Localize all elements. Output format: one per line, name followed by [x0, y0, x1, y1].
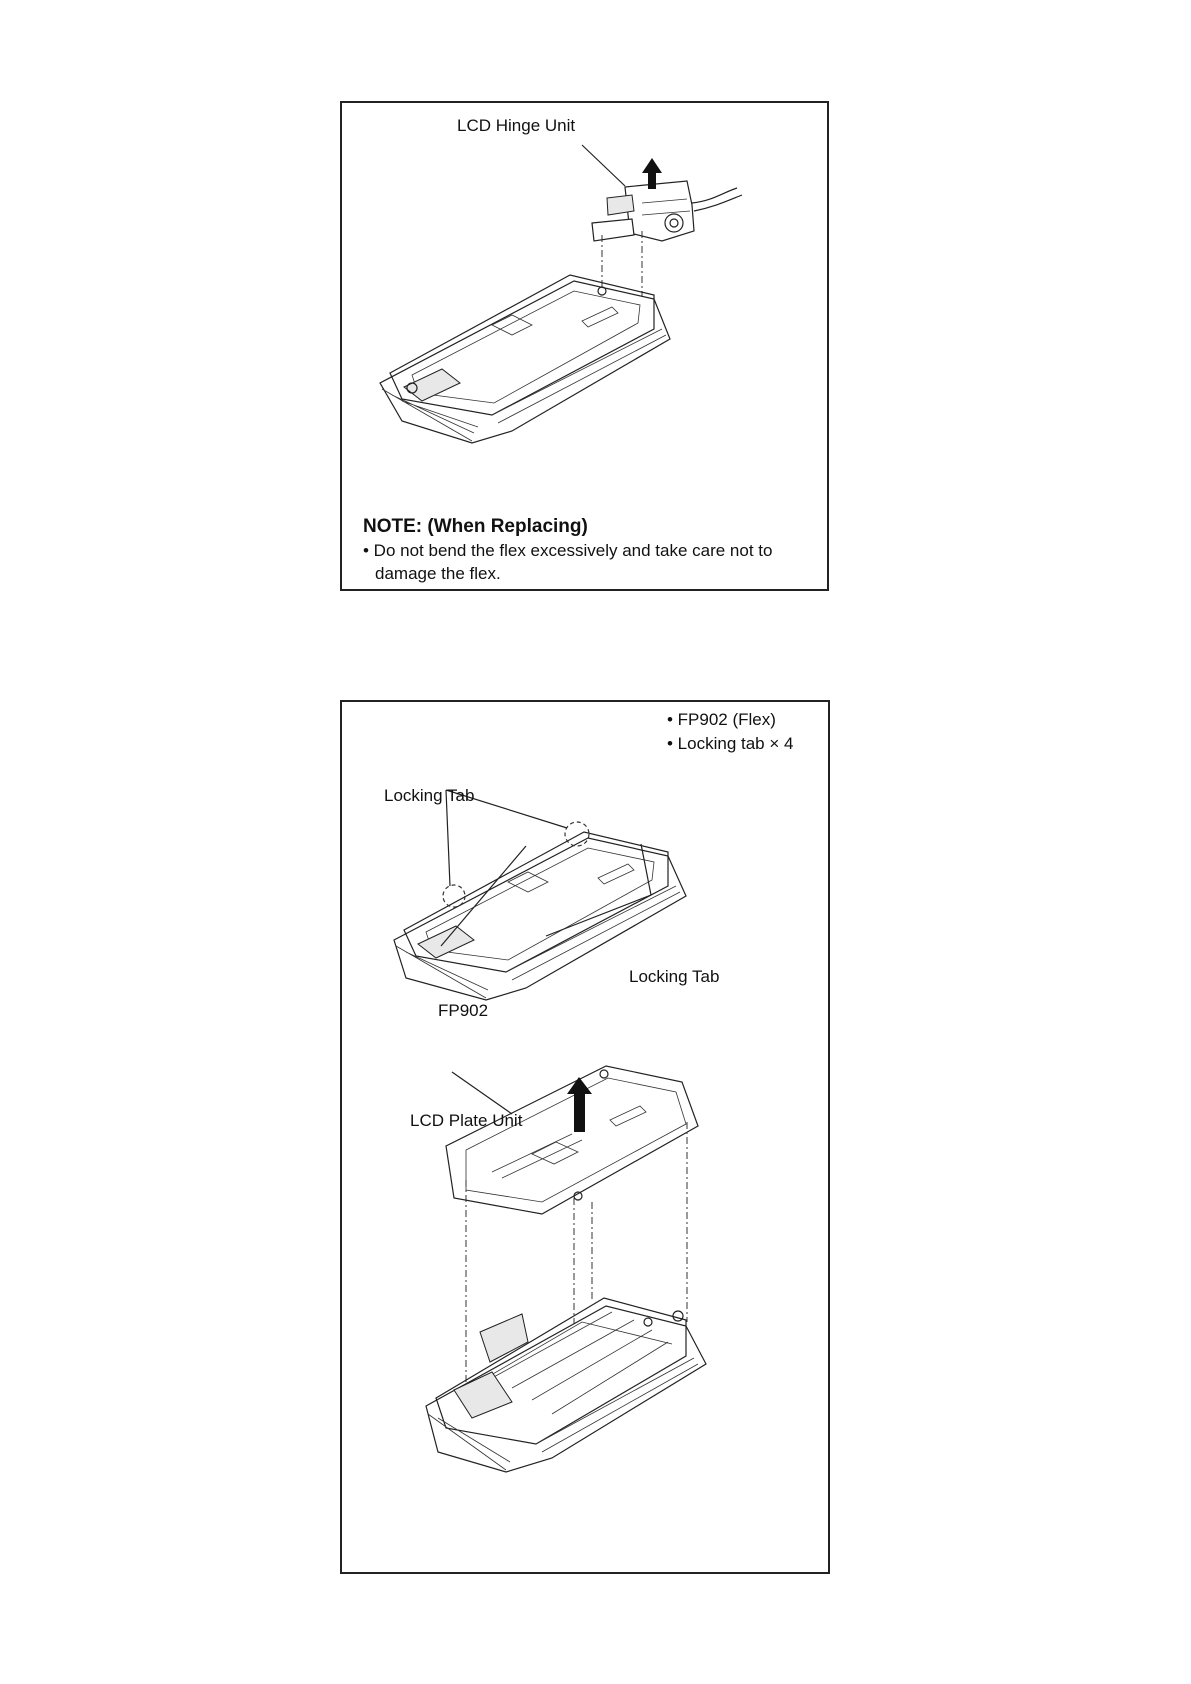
lcd-hinge-unit-label: LCD Hinge Unit [457, 116, 576, 135]
locking-tab-marker [443, 885, 465, 907]
locking-tab-label-upper: Locking Tab [384, 786, 475, 805]
hinge-callout-line [582, 145, 625, 186]
note-title: NOTE: (When Replacing) [363, 516, 588, 537]
lcd-plate-unit-label: LCD Plate Unit [410, 1111, 523, 1130]
lcd-hinge-unit [592, 181, 742, 241]
requirement-locking-tabs: • Locking tab × 4 [667, 734, 794, 753]
locking-tab-label-lower: Locking Tab [629, 967, 720, 986]
lcd-frame-lower [426, 1298, 706, 1472]
plate-removal-panel [340, 700, 830, 1574]
note-text: • Do not bend the flex excessively and take care not to damage the flex. [363, 541, 773, 583]
locking-tab-marker [565, 822, 589, 846]
plate-removal-illustration [342, 702, 832, 1576]
requirement-fp902: • FP902 (Flex) [667, 710, 776, 729]
lcd-case [380, 275, 670, 443]
plate-callout-line [452, 1072, 512, 1114]
hinge-removal-panel [340, 101, 829, 591]
fp902-label: FP902 [438, 1001, 489, 1020]
